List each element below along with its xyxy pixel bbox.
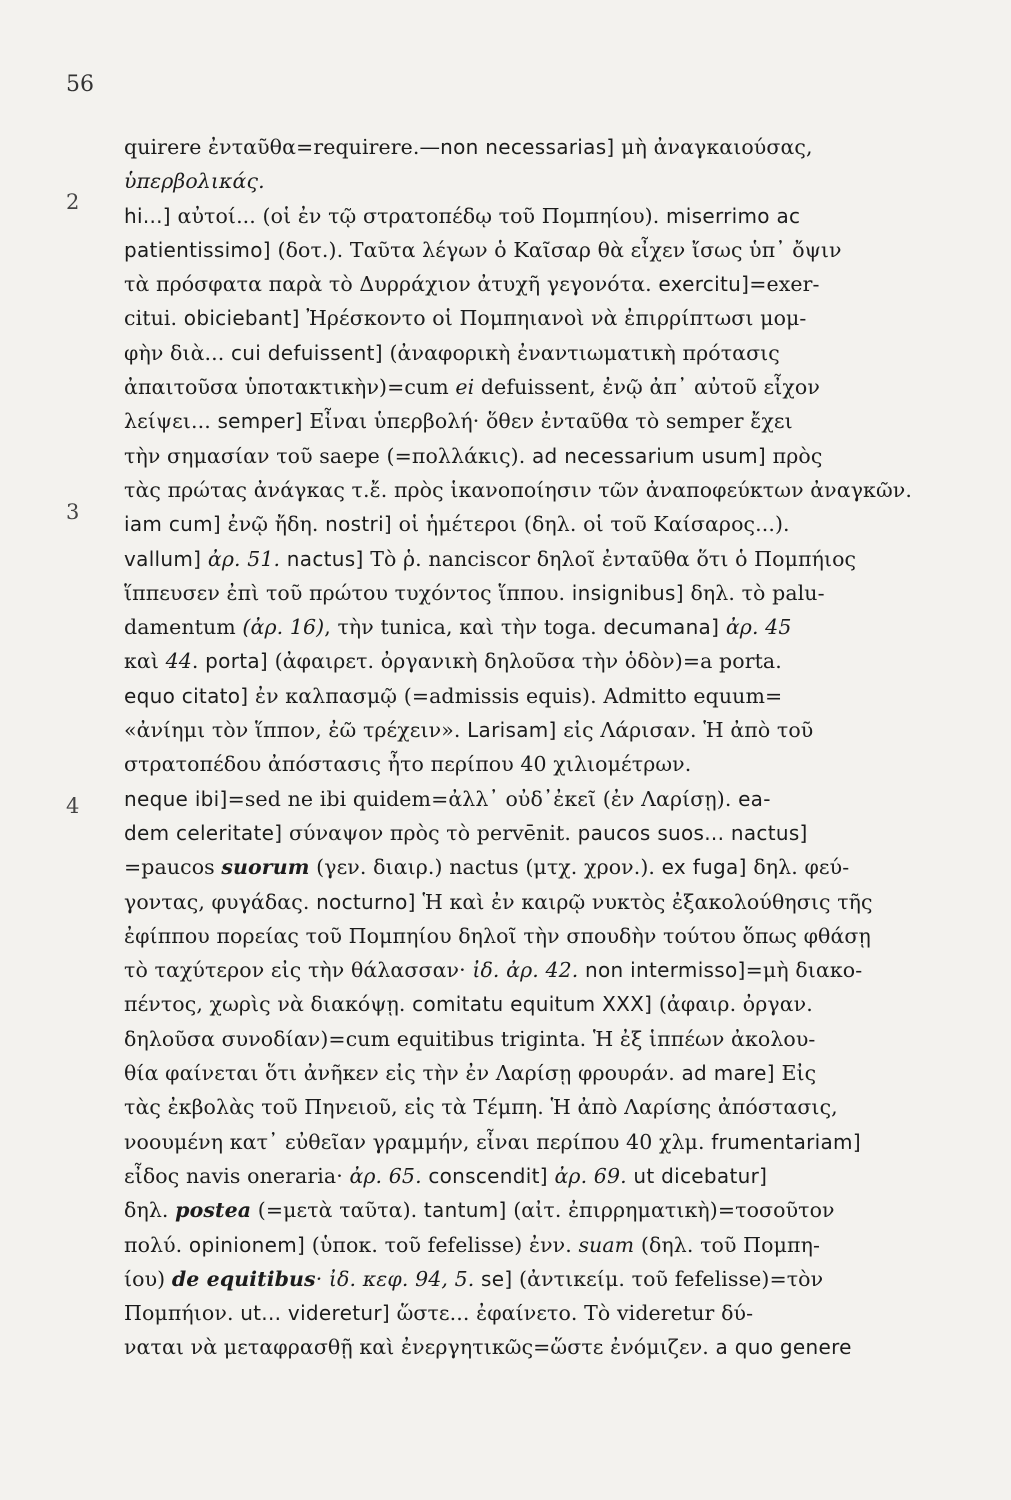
text-run: δηλ. (124, 1198, 176, 1223)
text-line (124, 233, 964, 267)
latin-lemma: tantum] (423, 1198, 507, 1223)
section-number: 3 (66, 500, 80, 524)
italic-reference: ei (455, 375, 475, 400)
text-run: (ἀντικείμ. τοῦ fefelisse)=τὸν (512, 1266, 824, 1291)
latin-lemma: paucos suos... nactus] (577, 820, 808, 845)
text-line (124, 919, 964, 953)
text-run: defuissent, ἐνῷ ἀπ᾽ αὐτοῦ εἶχον (474, 375, 820, 400)
italic-reference: suam (578, 1232, 635, 1257)
text-line (124, 130, 964, 164)
text-run: ἐν καλπασμῷ (=admissis equis). Admitto equum= (248, 683, 783, 708)
text-run: στρατοπέδου ἀπόστασις ἦτο περίπου 40 χιλιομέτρων. (124, 752, 692, 777)
latin-lemma: non necessarias] (440, 135, 615, 159)
text-run: φὴν διὰ... (124, 340, 232, 365)
text-run: (ἀφαιρετ. ὀργανικὴ δηλοῦσα τὴν ὁδὸν)=a porta. (268, 649, 782, 674)
text-line (124, 885, 964, 919)
latin-lemma: patientissimo] (124, 237, 271, 262)
italic-reference: · ἰδ. κεφ. 94, 5. (315, 1266, 475, 1291)
text-run: Ἠρέσκοντο οἱ Πομπηιανοὶ νὰ ἐπιρρίπτωσι μομ- (299, 306, 807, 331)
latin-lemma: insignibus] (571, 580, 684, 605)
text-run: πολύ. (124, 1232, 189, 1257)
latin-lemma: dem celeritate] (124, 820, 283, 845)
text-line (124, 576, 964, 610)
latin-lemma: ad necessarium usum] (531, 443, 767, 468)
text-run: Εἰς (774, 1061, 817, 1086)
text-line (124, 1296, 964, 1330)
text-run: δηλ. τὸ palu- (683, 580, 825, 605)
text-run: οἱ ἡμέτεροι (δηλ. οἱ τοῦ Καίσαρος...). (392, 512, 790, 537)
text-line (124, 439, 964, 473)
text-run: (γεν. διαιρ.) nactus (μτχ. χρον.). (309, 855, 662, 880)
text-line (124, 644, 964, 678)
text-run: νοουμένη κατ᾽ εὐθεῖαν γραμμήν, εἶναι περίπου 40 χλμ. (124, 1129, 712, 1154)
emphasis: de equitibus (171, 1266, 316, 1291)
text-run: εἶδος navis oneraria· (124, 1163, 350, 1188)
italic-reference: 44 (165, 649, 192, 674)
text-run: καὶ (124, 649, 166, 674)
text-run: τὰ πρόσφατα παρὰ τὸ Δυρράχιον ἀτυχῆ γεγονότα. (124, 272, 659, 297)
text-line (124, 473, 964, 507)
latin-lemma: frumentariam] (711, 1129, 861, 1154)
latin-lemma: nactus] (280, 546, 364, 571)
latin-lemma: iam cum] (124, 512, 222, 537)
latin-lemma: equo citato] (124, 683, 249, 708)
text-line (124, 850, 964, 884)
latin-lemma: Larisam] (467, 718, 557, 743)
italic-reference: ἀρ. 65. (349, 1163, 422, 1188)
latin-lemma: conscendit] (421, 1163, 548, 1188)
text-run: (ὑποκ. τοῦ fefelisse) ἐνν. (305, 1232, 579, 1257)
text-line (124, 713, 964, 747)
text-run: τὰς πρώτας ἀνάγκας τ.ἔ. πρὸς ἱκανοποίησιν τῶν ἀναποφεύκτων ἀναγκῶν. (124, 477, 912, 502)
text-line (124, 336, 964, 370)
text-line (124, 782, 964, 816)
page-number: 56 (66, 72, 94, 97)
latin-lemma: opinionem] (188, 1232, 306, 1257)
text-run: εἰς Λάρισαν. Ἡ ἀπὸ τοῦ (556, 718, 814, 743)
text-line (124, 404, 964, 438)
latin-lemma: cui defuissent] (231, 340, 383, 365)
text-run: ὥστε... ἐφαίνετο. Τὸ videretur δύ- (389, 1301, 754, 1326)
text-run: ναται νὰ μεταφρασθῇ καὶ ἐνεργητικῶς=ὥστε ἐνόμιζεν. (124, 1335, 716, 1360)
text-run: =paucos (124, 855, 222, 880)
text-run: τὰς ἐκβολὰς τοῦ Πηνειοῦ, εἰς τὰ Τέμπη. Ἡ ἀπὸ Λαρίσης ἀπόστασις, (124, 1095, 838, 1120)
text-run: ἐφίππου πορείας τοῦ Πομπηίου δηλοῖ τὴν σπουδὴν τούτου ὅπως φθάσῃ (124, 923, 871, 948)
text-line (124, 747, 964, 781)
text-run: quirere ἐνταῦθα=requirere.— (124, 135, 441, 159)
italic-reference: ὑπερβολικάς. (124, 169, 265, 194)
latin-lemma: miserrimo ac (666, 203, 801, 228)
text-line (124, 164, 964, 198)
latin-lemma: nocturno] (316, 889, 416, 914)
text-run: (ἀναφορικὴ ἐναντιωματικὴ πρότασις (382, 340, 780, 365)
latin-lemma: ut dicebatur] (626, 1163, 768, 1188)
text-run: . (191, 649, 206, 674)
text-line (124, 1056, 964, 1090)
latin-lemma: ad mare] (681, 1061, 775, 1086)
text-line (124, 1262, 964, 1296)
latin-lemma: a quo genere (715, 1335, 852, 1360)
latin-lemma: ex fuga] (661, 855, 747, 880)
text-line (124, 1090, 964, 1124)
italic-reference: ἀρ. 45 (719, 615, 792, 640)
text-run: damentum (124, 615, 243, 640)
text-run: «ἀνίημι τὸν ἵππον, ἐῶ τρέχειν». (124, 718, 468, 743)
text-run: δηλ. φεύ- (746, 855, 850, 880)
text-run: πέντος, χωρὶς νὰ διακόψῃ. (124, 992, 413, 1017)
latin-lemma: ut... videretur] (240, 1301, 390, 1326)
emphasis: suorum (221, 855, 310, 880)
latin-lemma: nostri] (325, 512, 393, 537)
text-run: (δηλ. τοῦ Πομπη- (634, 1232, 820, 1257)
text-run: =sed ne ibi quidem=ἀλλ᾽ οὐδ᾽ἐκεῖ (ἐν Λαρίσῃ). (227, 786, 739, 811)
text-run: ἵππευσεν ἐπὶ τοῦ πρώτου τυχόντος ἵππου. (124, 580, 572, 605)
text-run: citui. (124, 306, 184, 331)
latin-lemma: semper] (217, 409, 303, 434)
text-run: θία φαίνεται ὅτι ἀνῆκεν εἰς τὴν ἐν Λαρίσῃ φρουράν. (124, 1061, 682, 1086)
text-run: ἐνῷ ἤδη. (221, 512, 326, 537)
text-run: (=μετὰ ταῦτα). (251, 1198, 424, 1223)
latin-lemma: non intermisso] (578, 958, 746, 983)
text-line (124, 267, 964, 301)
italic-reference: ἀρ. 69. (547, 1163, 627, 1188)
text-run: δηλοῦσα συνοδίαν)=cum equitibus triginta. Ἡ ἐξ ἱππέων ἀκολου- (124, 1026, 816, 1051)
text-line (124, 1125, 964, 1159)
text-line (124, 301, 964, 335)
text-run: , τὴν tunica, καὶ τὴν toga. (324, 615, 604, 640)
latin-lemma: se] (474, 1266, 513, 1291)
text-run: =exer- (749, 272, 820, 297)
text-line (124, 953, 964, 987)
latin-lemma: porta] (205, 649, 269, 674)
text-line (124, 1193, 964, 1227)
emphasis: postea (175, 1198, 252, 1223)
italic-reference: (ἀρ. 16) (242, 615, 325, 640)
latin-lemma: vallum] (124, 546, 202, 571)
text-run: τὴν σημασίαν τοῦ saepe (=πολλάκις). (124, 443, 532, 468)
section-number: 4 (66, 794, 80, 818)
italic-reference: ἀρ. 51. (201, 546, 281, 571)
text-run: αὐτοί... (οἱ ἐν τῷ στρατοπέδῳ τοῦ Πομπηίου). (170, 203, 666, 228)
text-run: =μὴ διακο- (745, 958, 863, 983)
latin-lemma: comitatu equitum XXX] (412, 992, 653, 1017)
commentary-text (124, 130, 964, 1365)
text-line (124, 610, 964, 644)
text-line (124, 816, 964, 850)
text-line (124, 987, 964, 1021)
text-run: ἀπαιτοῦσα ὑποτακτικὴν)=cum (124, 375, 456, 400)
text-line (124, 1159, 964, 1193)
text-line (124, 199, 964, 233)
text-line (124, 1022, 964, 1056)
latin-lemma: ea- (738, 786, 771, 811)
section-number: 2 (66, 190, 80, 214)
latin-lemma: hi...] (124, 203, 171, 228)
latin-lemma: neque ibi] (124, 786, 228, 811)
text-line (124, 507, 964, 541)
text-run: Εἶναι ὑπερβολή· ὅθεν ἐνταῦθα τὸ semper ἔχει (302, 409, 793, 434)
text-run: σύναψον πρὸς τὸ pervēnit. (282, 820, 578, 845)
text-run: Πομπήιον. (124, 1301, 241, 1326)
text-run: τὸ ταχύτερον εἰς τὴν θάλασσαν· (124, 958, 473, 983)
text-run: λείψει... (124, 409, 218, 434)
text-line (124, 542, 964, 576)
text-run: (αἰτ. ἐπιρρηματικὴ)=τοσοῦτον (506, 1198, 835, 1223)
text-run: Τὸ ῥ. nanciscor δηλοῖ ἐνταῦθα ὅτι ὁ Πομπήιος (363, 546, 857, 571)
italic-reference: ἰδ. ἀρ. 42. (472, 958, 579, 983)
text-line (124, 1330, 964, 1364)
text-run: ίου) (124, 1266, 172, 1291)
text-line (124, 370, 964, 404)
text-line (124, 1228, 964, 1262)
latin-lemma: decumana] (603, 615, 720, 640)
latin-lemma: obiciebant] (183, 306, 300, 331)
text-line (124, 679, 964, 713)
text-run: (δοτ.). Ταῦτα λέγων ὁ Καῖσαρ θὰ εἶχεν ἴσως ὑπ᾽ ὄψιν (270, 237, 842, 262)
text-run: (ἀφαιρ. ὀργαν. (652, 992, 813, 1017)
text-run: Ἡ καὶ ἐν καιρῷ νυκτὸς ἐξακολούθησις τῆς (415, 889, 873, 914)
text-run: γοντας, φυγάδας. (124, 889, 317, 914)
text-run: πρὸς (766, 443, 823, 468)
latin-lemma: exercitu] (658, 272, 750, 297)
text-run: μὴ ἀναγκαιούσας, (614, 135, 813, 159)
